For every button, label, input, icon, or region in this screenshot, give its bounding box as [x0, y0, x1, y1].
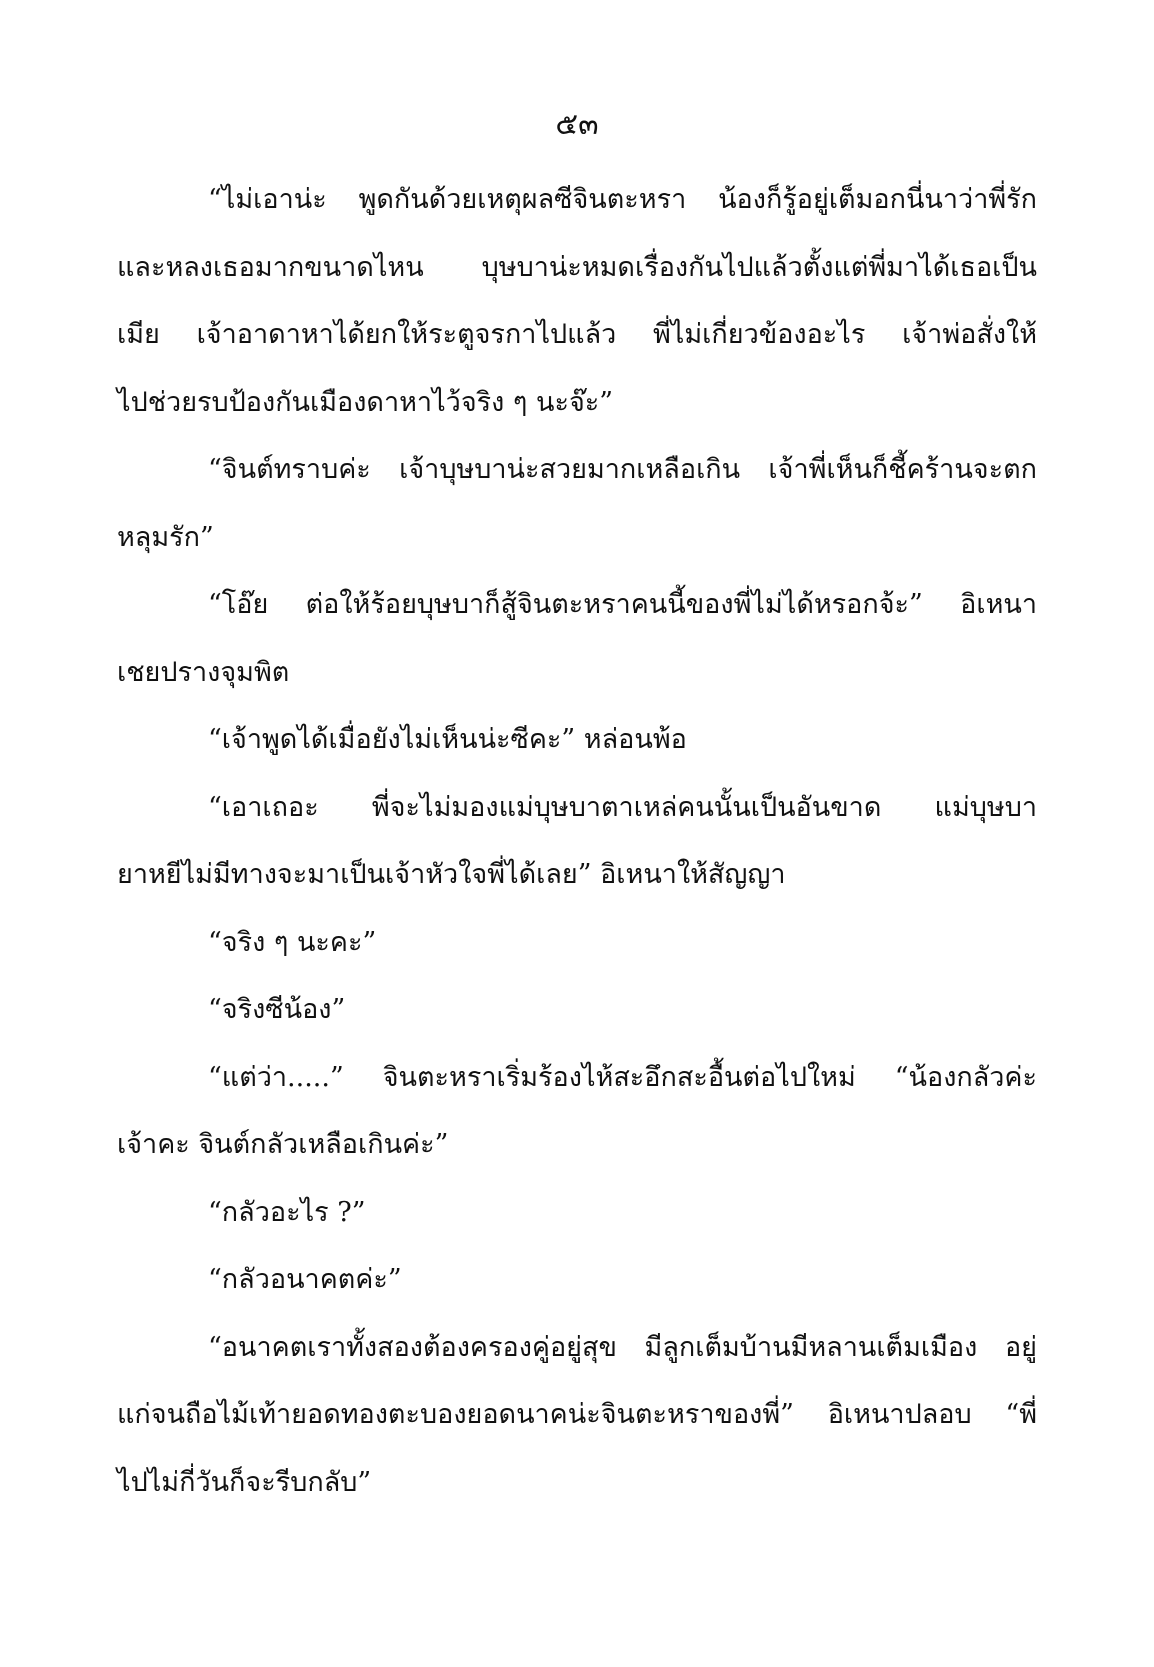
paragraph-line: “โอ๊ย ต่อให้ร้อยบุษบาก็สู้จินตะหราคนนี้ของพี่ไม่ได้หรอกจ้ะ” อิเหนา	[208, 589, 1037, 620]
paragraph-line: “จริง ๆ นะคะ”	[208, 926, 377, 958]
paragraph-line: และหลงเธอมากขนาดไหน บุษบาน่ะหมดเรื่องกันไปแล้วตั้งแต่พี่มาได้เธอเป็น	[117, 251, 1037, 283]
paragraph-line: หลุมรัก”	[117, 521, 214, 553]
paragraph-line: “ไม่เอาน่ะ พูดกันด้วยเหตุผลซีจินตะหรา น้องก็รู้อยู่เต็มอกนี่นาว่าพี่รัก	[208, 184, 1037, 215]
paragraph-line: “เจ้าพูดได้เมื่อยังไม่เห็นน่ะซีคะ” หล่อนพ้อ	[208, 724, 687, 755]
paragraph-line: “เอาเถอะ พี่จะไม่มองแม่บุษบาตาเหล่คนนั้นเป็นอันขาด แม่บุษบา	[208, 791, 1037, 823]
paragraph-line: ไปช่วยรบป้องกันเมืองดาหาไว้จริง ๆ นะจ๊ะ”	[117, 386, 614, 418]
paragraph-line: เมีย เจ้าอาดาหาได้ยกให้ระตูจรกาไปแล้ว พี่ไม่เกี่ยวข้องอะไร เจ้าพ่อสั่งให้	[117, 319, 1037, 350]
body-text	[117, 166, 1037, 1516]
paragraph-line: ยาหยีไม่มีทางจะมาเป็นเจ้าหัวใจพี่ได้เลย” อิเหนาให้สัญญา	[117, 859, 786, 890]
paragraph-line: แก่จนถือไม้เท้ายอดทองตะบองยอดนาคน่ะจินตะหราของพี่” อิเหนาปลอบ “พี่	[117, 1399, 1037, 1430]
paragraph-line: “จินต์ทราบค่ะ เจ้าบุษบาน่ะสวยมากเหลือเกิน เจ้าพี่เห็นก็ชี้คร้านจะตก	[208, 454, 1037, 485]
paragraph-line: เจ้าคะ จินต์กลัวเหลือเกินค่ะ”	[117, 1129, 449, 1160]
paragraph-line: “จริงซีน้อง”	[208, 994, 346, 1025]
page-number: ๕๓	[555, 107, 599, 142]
paragraph-line: เชยปรางจุมพิต	[117, 656, 290, 688]
paragraph-line: “กลัวอะไร ?”	[208, 1196, 366, 1228]
paragraph-line: ไปไม่กี่วันก็จะรีบกลับ”	[117, 1466, 372, 1498]
paragraph-line: “อนาคตเราทั้งสองต้องครองคู่อยู่สุข มีลูกเต็มบ้านมีหลานเต็มเมือง อยู่	[208, 1331, 1037, 1363]
paragraph-line: “แต่ว่า.....” จินตะหราเริ่มร้องไห้สะอึกสะอื้นต่อไปใหม่ “น้องกลัวค่ะ	[208, 1061, 1037, 1093]
paragraph-line: “กลัวอนาคตค่ะ”	[208, 1264, 402, 1295]
